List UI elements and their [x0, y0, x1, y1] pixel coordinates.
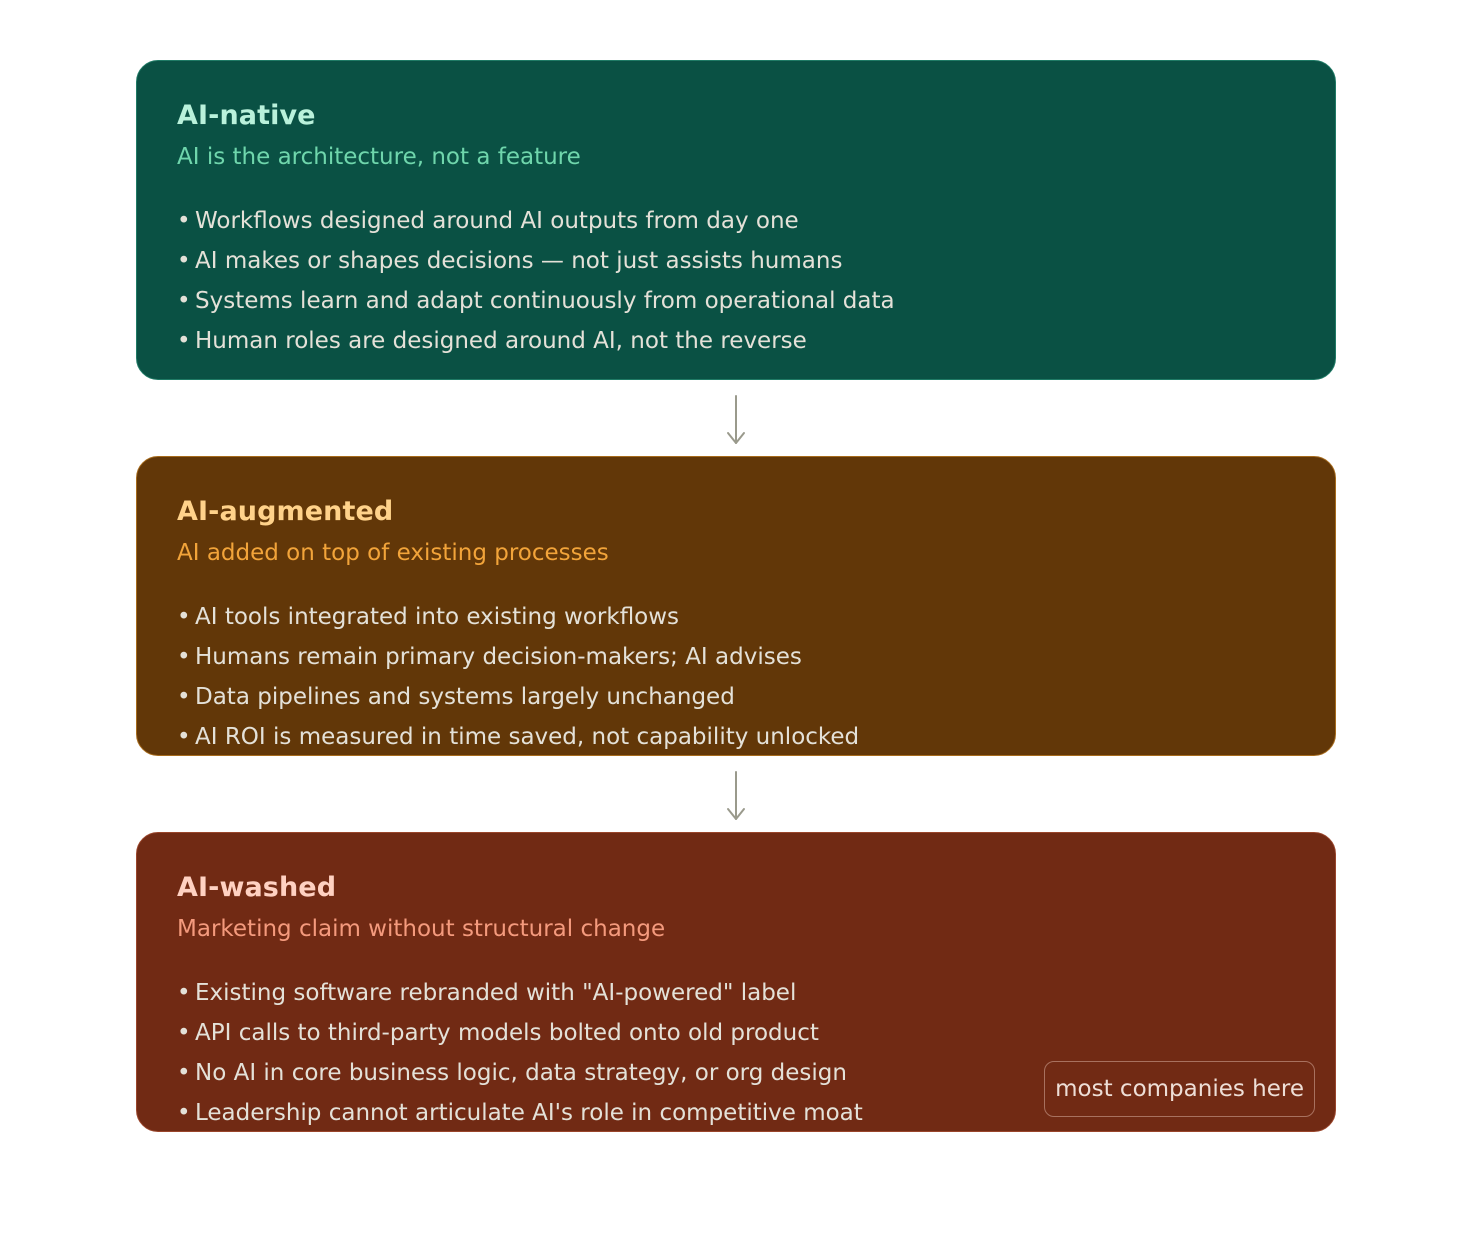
bullet-icon: •	[177, 248, 191, 274]
tier-point	[177, 1013, 863, 1053]
down-arrow-icon	[724, 770, 748, 822]
tier-title: AI-augmented	[177, 496, 394, 527]
tier-point	[177, 201, 895, 241]
bullet-icon: •	[177, 724, 191, 750]
tier-title: AI-native	[177, 100, 316, 131]
tier-ai-washed	[136, 832, 1336, 1132]
tier-point-text: Existing software rebranded with "AI-powered" label	[195, 980, 797, 1006]
tier-point	[177, 973, 863, 1013]
tier-point	[177, 677, 859, 717]
bullet-icon: •	[177, 288, 191, 314]
tier-point-list	[177, 973, 863, 1133]
tier-point	[177, 241, 895, 281]
tier-subtitle: AI added on top of existing processes	[177, 540, 609, 566]
tier-ai-native	[136, 60, 1336, 380]
bullet-icon: •	[177, 980, 191, 1006]
most-companies-tag: most companies here	[1044, 1061, 1315, 1117]
tier-point-list	[177, 597, 859, 757]
tier-subtitle: AI is the architecture, not a feature	[177, 144, 581, 170]
tier-point-list	[177, 201, 895, 361]
tier-point-text: AI ROI is measured in time saved, not capability unlocked	[195, 724, 860, 750]
tier-point-text: Systems learn and adapt continuously from operational data	[195, 288, 895, 314]
tier-point-text: AI tools integrated into existing workflows	[195, 604, 680, 630]
tier-ai-augmented	[136, 456, 1336, 756]
bullet-icon: •	[177, 644, 191, 670]
bullet-icon: •	[177, 208, 191, 234]
bullet-icon: •	[177, 604, 191, 630]
tier-point-text: No AI in core business logic, data strategy, or org design	[195, 1060, 847, 1086]
tier-point-text: AI makes or shapes decisions — not just assists humans	[195, 248, 843, 274]
tier-point	[177, 1053, 863, 1093]
tier-point	[177, 717, 859, 757]
tier-point	[177, 321, 895, 361]
tier-subtitle: Marketing claim without structural change	[177, 916, 666, 942]
bullet-icon: •	[177, 1060, 191, 1086]
bullet-icon: •	[177, 1100, 191, 1126]
tier-point	[177, 1093, 863, 1133]
tier-point-text: Human roles are designed around AI, not the reverse	[195, 328, 807, 354]
tier-point	[177, 637, 859, 677]
bullet-icon: •	[177, 1020, 191, 1046]
tier-point-text: API calls to third-party models bolted onto old product	[195, 1020, 819, 1046]
tier-point	[177, 281, 895, 321]
bullet-icon: •	[177, 328, 191, 354]
bullet-icon: •	[177, 684, 191, 710]
tier-point	[177, 597, 859, 637]
down-arrow-icon	[724, 394, 748, 446]
tier-title: AI-washed	[177, 872, 337, 903]
tier-point-text: Workflows designed around AI outputs from day one	[195, 208, 799, 234]
tier-point-text: Humans remain primary decision-makers; AI advises	[195, 644, 802, 670]
tier-point-text: Data pipelines and systems largely unchanged	[195, 684, 735, 710]
tier-point-text: Leadership cannot articulate AI's role in competitive moat	[195, 1100, 863, 1126]
